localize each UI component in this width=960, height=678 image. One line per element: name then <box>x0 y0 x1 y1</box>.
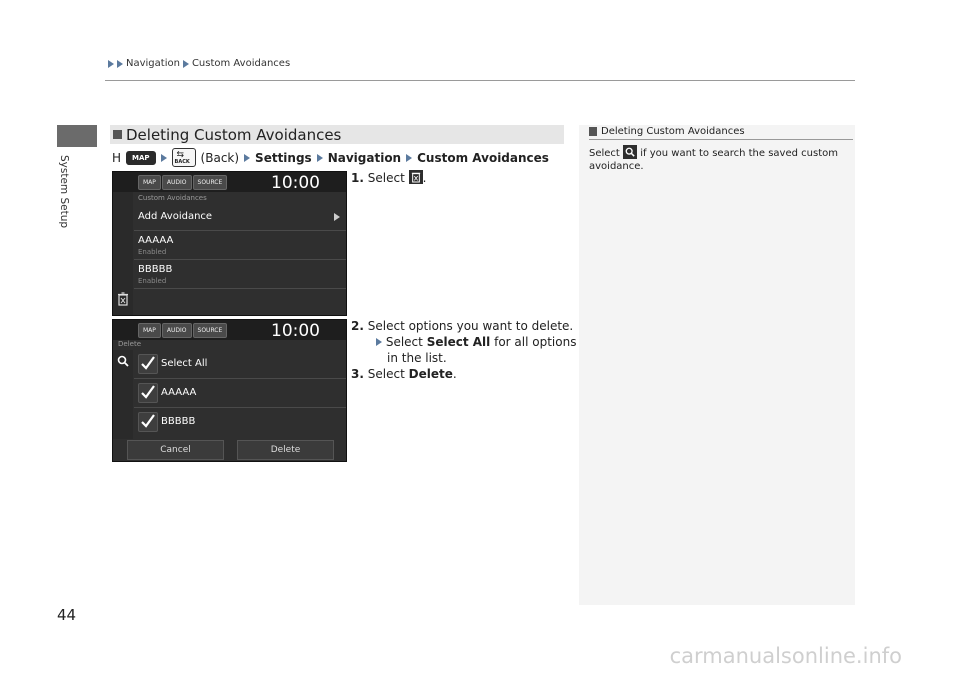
step-number: 2. <box>351 319 364 333</box>
note-text-post: if you want to search the saved custom avoidance. <box>589 148 838 172</box>
trash-icon[interactable] <box>117 292 129 306</box>
side-tab-label: System Setup <box>58 155 70 229</box>
step-period: . <box>452 367 457 381</box>
delete-header: Delete <box>118 340 141 348</box>
audio-button[interactable]: AUDIO <box>162 175 192 190</box>
side-tab-marker <box>57 125 97 147</box>
trash-icon <box>409 170 423 184</box>
checkbox-checked-icon[interactable] <box>138 383 158 403</box>
step-2-substep <box>376 334 576 350</box>
clock: 10:00 <box>271 321 320 341</box>
select-all-label: Select All <box>161 358 208 369</box>
note-marker-icon <box>589 127 597 136</box>
page-number: 44 <box>57 606 77 624</box>
path-custom-avoidances: Custom Avoidances <box>417 150 549 165</box>
map-button[interactable]: MAP <box>138 175 161 190</box>
breadcrumb-arrow-icon <box>108 60 114 68</box>
cancel-button[interactable]: Cancel <box>127 440 224 460</box>
note-text-pre: Select <box>589 148 620 159</box>
substep-text-pre: Select <box>385 335 423 349</box>
path-navigation: Navigation <box>327 150 402 165</box>
list-item[interactable] <box>134 379 346 408</box>
note-header <box>589 126 745 137</box>
home-key-icon: H <box>112 150 122 165</box>
notes-panel <box>579 125 855 605</box>
section-header <box>110 125 564 144</box>
side-tab <box>58 155 72 235</box>
list-item-status: Enabled <box>138 277 167 285</box>
step-2-substep-line2: in the list. <box>387 351 447 365</box>
menu-path <box>112 148 549 167</box>
watermark: carmanualsonline.info <box>669 644 902 668</box>
chevron-right-icon <box>334 213 340 221</box>
list-item[interactable] <box>134 408 346 436</box>
step-number: 3. <box>351 367 364 381</box>
delete-button[interactable]: Delete <box>237 440 334 460</box>
header-divider <box>105 80 855 81</box>
step-text: Select <box>367 171 405 185</box>
list-item-name: AAAAA <box>138 235 174 246</box>
checkbox-checked-icon[interactable] <box>138 412 158 432</box>
path-arrow-icon <box>161 154 167 162</box>
checkbox-checked-icon[interactable] <box>138 354 158 374</box>
side-rail <box>113 192 133 315</box>
breadcrumb-arrow-icon <box>117 60 123 68</box>
step-text: Select options you want to delete. <box>367 319 574 333</box>
map-button-icon: MAP <box>126 151 156 165</box>
map-button[interactable]: MAP <box>138 323 161 338</box>
source-button[interactable]: SOURCE <box>193 323 228 338</box>
breadcrumb-arrow-icon <box>183 60 189 68</box>
delete-list <box>134 350 346 439</box>
path-arrow-icon <box>317 154 323 162</box>
list-item-name: AAAAA <box>161 387 197 398</box>
source-button[interactable]: SOURCE <box>193 175 228 190</box>
step-1 <box>351 170 426 186</box>
step-number: 1. <box>351 171 364 185</box>
delete-screen <box>112 319 347 462</box>
section-square-icon <box>113 130 122 139</box>
step-text: Select <box>367 367 405 381</box>
screen-topbar <box>113 320 346 340</box>
audio-button[interactable]: AUDIO <box>162 323 192 338</box>
note-body <box>589 145 839 173</box>
search-icon <box>623 145 637 159</box>
path-arrow-icon <box>406 154 412 162</box>
add-avoidance-label: Add Avoidance <box>138 211 213 222</box>
screen-topbar <box>113 172 346 192</box>
list-item-name: BBBBB <box>138 264 173 275</box>
list-item-name: BBBBB <box>161 416 196 427</box>
substep-select-all: Select All <box>426 335 491 349</box>
breadcrumb-custom-avoidances[interactable]: Custom Avoidances <box>191 58 291 69</box>
add-avoidance-row[interactable] <box>134 204 346 231</box>
search-icon[interactable] <box>117 355 129 367</box>
step-delete: Delete <box>408 367 453 381</box>
section-title: Deleting Custom Avoidances <box>126 125 342 144</box>
back-button-icon: ⇆ BACK <box>172 148 196 167</box>
list-item[interactable] <box>134 260 346 289</box>
custom-avoidances-screen <box>112 171 347 316</box>
step-3 <box>351 366 457 382</box>
list-item-status: Enabled <box>138 248 167 256</box>
path-arrow-icon <box>244 154 250 162</box>
select-all-row[interactable] <box>134 350 346 379</box>
note-divider <box>589 139 853 140</box>
side-rail <box>113 350 133 439</box>
back-text: (Back) <box>200 150 240 165</box>
substep-arrow-icon <box>376 338 382 346</box>
step-2 <box>351 318 573 334</box>
breadcrumb-navigation[interactable]: Navigation <box>126 58 180 69</box>
back-icon-label: BACK <box>174 159 190 165</box>
clock: 10:00 <box>271 173 320 193</box>
list-header: Custom Avoidances <box>138 194 207 202</box>
list-item[interactable] <box>134 231 346 260</box>
substep-text-post: for all options <box>494 335 577 349</box>
note-title: Deleting Custom Avoidances <box>601 126 745 137</box>
path-settings: Settings <box>255 150 312 165</box>
breadcrumb <box>108 58 290 69</box>
step-period: . <box>422 171 427 185</box>
